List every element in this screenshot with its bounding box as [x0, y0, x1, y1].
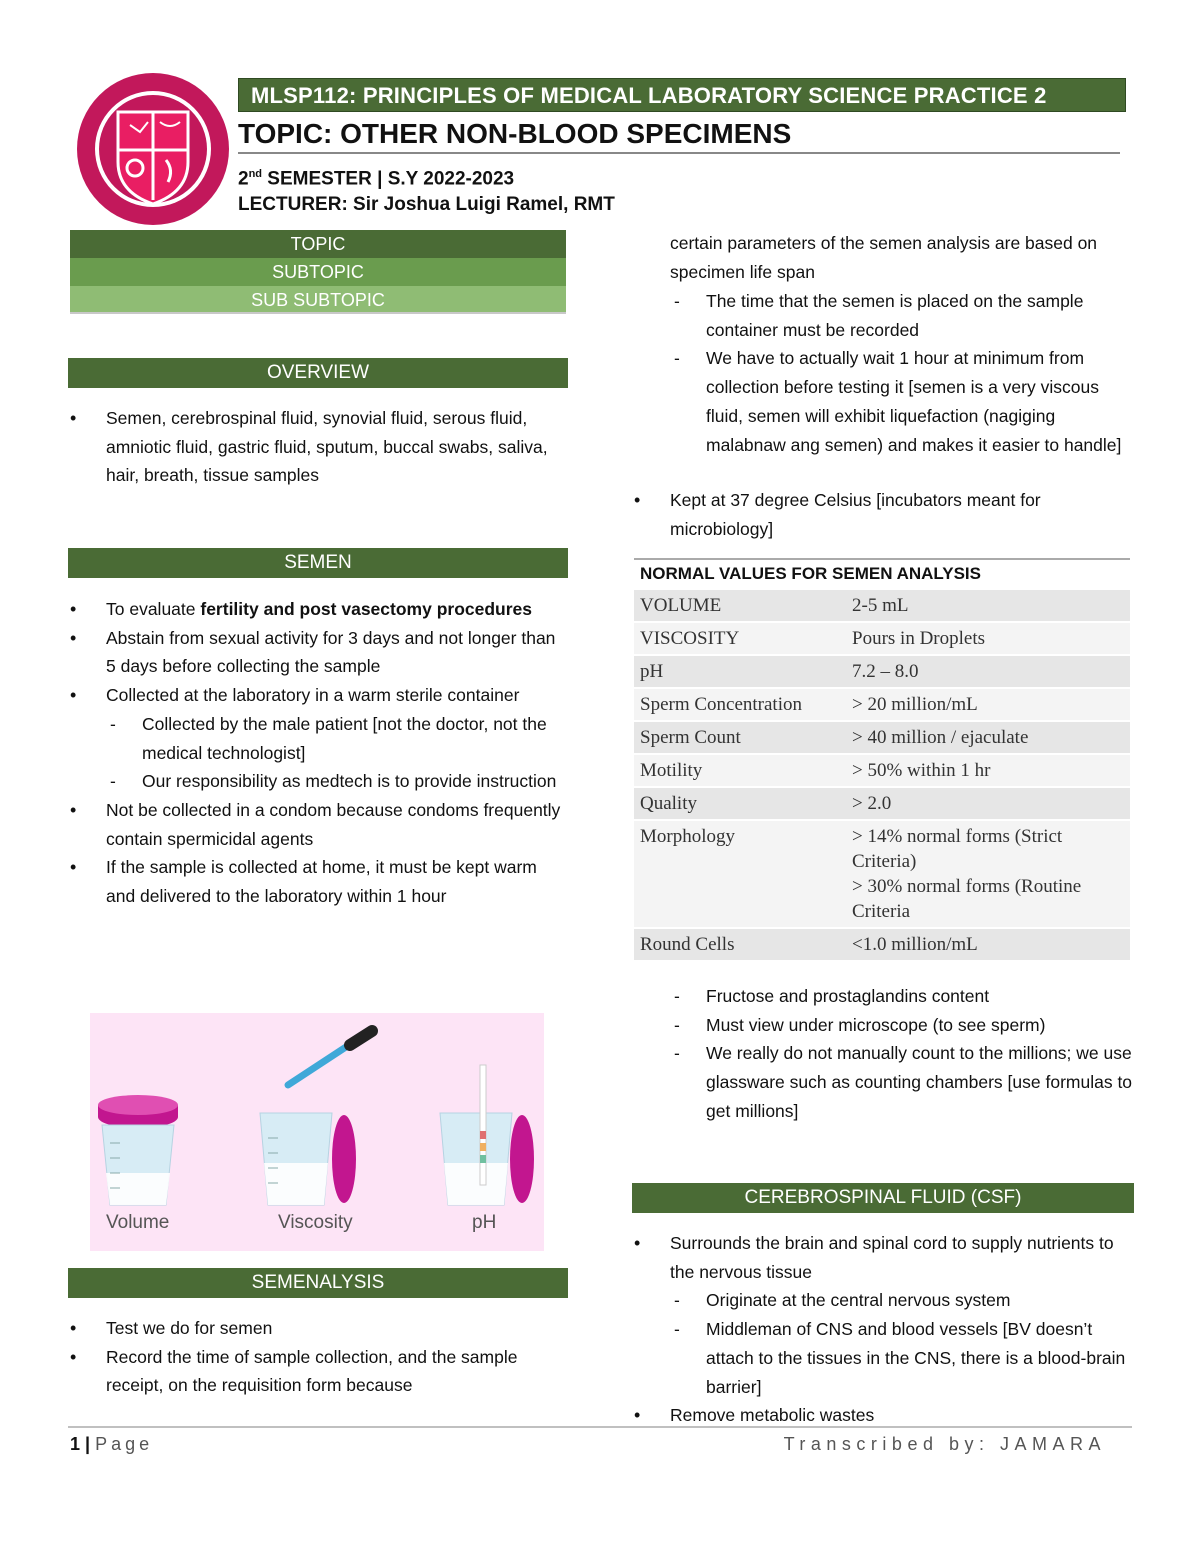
list-item-text: To evaluate — [106, 599, 201, 619]
table-row — [634, 688, 1130, 721]
list-item: • Abstain from sexual activity for 3 days and not longer than 5 days before collecting the sample — [70, 624, 564, 681]
table-cell-value: <1.0 million/mL — [846, 928, 1130, 960]
table-row — [634, 622, 1130, 655]
table-cell-line: > 30% normal forms (Routine Criteria — [852, 876, 1082, 922]
topic-title: TOPIC: OTHER NON-BLOOD SPECIMENS — [238, 118, 792, 149]
list-item — [634, 1229, 1134, 1401]
table-cell-param: Sperm Count — [634, 721, 846, 754]
heading-legend — [70, 230, 566, 314]
table-cell-line: > 14% normal forms (Strict Criteria) — [852, 826, 1063, 872]
lecturer-line: LECTURER: Sir Joshua Luigi Ramel, RMT — [238, 194, 615, 215]
list-item — [70, 595, 564, 624]
sub-list-item: - Fructose and prostaglandins content — [670, 982, 1134, 1011]
table-cell-value: > 50% within 1 hr — [846, 754, 1130, 787]
table-title: NORMAL VALUES FOR SEMEN ANALYSIS — [634, 559, 1130, 589]
page-number — [70, 1432, 153, 1456]
list-item-text: Surrounds the brain and spinal cord to supply nutrients to the nervous tissue — [670, 1233, 1114, 1282]
after-table-sub-list — [670, 982, 1134, 1126]
list-item: • Record the time of sample collection, and the sample receipt, on the requisition form because — [70, 1343, 564, 1400]
overview-heading: OVERVIEW — [68, 358, 568, 388]
page-separator: | — [80, 1434, 96, 1454]
list-item-text: Collected at the laboratory in a warm sterile container — [106, 685, 520, 706]
list-item: • Semen, cerebrospinal fluid, synovial fluid, serous fluid, amniotic fluid, gastric fluid, sputum, buccal swabs, saliva, hair, breath, tissue samples — [70, 404, 564, 490]
sub-list — [670, 1286, 1134, 1401]
list-item: • Remove metabolic wastes — [634, 1401, 1134, 1430]
table-row — [634, 721, 1130, 754]
sub-list-item: - The time that the semen is placed on the sample container must be recorded — [670, 287, 1134, 344]
university-logo — [74, 70, 232, 228]
viscosity-label: Viscosity — [278, 1212, 353, 1233]
semester-suffix: nd — [248, 168, 263, 180]
sub-list-item: - Collected by the male patient [not the doctor, not the medical technologist] — [106, 710, 564, 767]
sub-list-item: - Our responsibility as medtech is to provide instruction — [106, 767, 564, 796]
table-cell-value: Pours in Droplets — [846, 622, 1130, 655]
table-row — [634, 754, 1130, 787]
table-cell-value: 2-5 mL — [846, 589, 1130, 622]
page-word: Page — [95, 1434, 154, 1454]
sub-list-item: - Middleman of CNS and blood vessels [BV doesn’t attach to the tissues in the CNS, there is a blood-brain barrier] — [670, 1315, 1134, 1401]
page-number-value: 1 — [70, 1434, 81, 1454]
csf-list — [634, 1229, 1134, 1430]
storage-list — [634, 486, 1130, 543]
table-row — [634, 589, 1130, 622]
sub-list-item: - Must view under microscope (to see sperm) — [670, 1011, 1134, 1040]
sub-list-item: - We really do not manually count to the millions; we use glassware such as counting chambers [use formulas to get millions] — [670, 1039, 1134, 1125]
table-cell-param: VISCOSITY — [634, 622, 846, 655]
list-item: • Test we do for semen — [70, 1314, 564, 1343]
sub-list-item: - Originate at the central nervous system — [670, 1286, 1134, 1315]
list-item: • Kept at 37 degree Celsius [incubators meant for microbiology] — [634, 486, 1130, 543]
semester-line — [238, 162, 514, 191]
list-item — [70, 681, 564, 796]
table-row — [634, 787, 1130, 820]
transcriber-credit: Transcribed by: JAMARA — [783, 1434, 1106, 1454]
table-cell-param: Motility — [634, 754, 846, 787]
list-item: • Not be collected in a condom because condoms frequently contain spermicidal agents — [70, 796, 564, 853]
ph-label: pH — [472, 1212, 497, 1233]
table-cell-param: Quality — [634, 787, 846, 820]
semen-heading: SEMEN — [68, 548, 568, 578]
csf-heading: CEREBROSPINAL FLUID (CSF) — [632, 1183, 1134, 1213]
table-row — [634, 655, 1130, 688]
continued-sub-list — [670, 287, 1134, 459]
semester-ordinal: 2 — [238, 168, 249, 190]
table-row — [634, 928, 1130, 960]
list-item: • If the sample is collected at home, it must be kept warm and delivered to the laboratory within 1 hour — [70, 853, 564, 910]
table-cell-value: > 40 million / ejaculate — [846, 721, 1130, 754]
footer-divider — [68, 1426, 1132, 1428]
table-cell-param: pH — [634, 655, 846, 688]
overview-list — [70, 404, 564, 490]
semenalysis-list — [70, 1314, 564, 1400]
semester-text: SEMESTER | S.Y 2022-2023 — [262, 168, 515, 190]
list-item-bold: fertility and post vasectomy procedures — [200, 599, 533, 619]
table-cell-value — [846, 820, 1130, 928]
table-cell-value: > 20 million/mL — [846, 688, 1130, 721]
course-title-bar: MLSP112: PRINCIPLES OF MEDICAL LABORATORY SCIENCE PRACTICE 2 — [238, 78, 1126, 112]
table-cell-value: > 2.0 — [846, 787, 1130, 820]
table-cell-param: Morphology — [634, 820, 846, 928]
legend-topic: TOPIC — [70, 230, 566, 258]
table-row — [634, 820, 1130, 928]
semen-normal-values-table — [634, 558, 1130, 960]
legend-subsubtopic: SUB SUBTOPIC — [70, 286, 566, 314]
table-cell-value: 7.2 – 8.0 — [846, 655, 1130, 688]
sub-list-item: - We have to actually wait 1 hour at minimum from collection before testing it [semen is a very viscous fluid, semen will exhibit liquefaction (nagiging malabnaw ang semen) and makes it easier to handle] — [670, 344, 1134, 459]
continued-text: certain parameters of the semen analysis are based on specimen life span — [670, 233, 1098, 282]
sub-list — [106, 710, 564, 796]
semenalysis-heading: SEMENALYSIS — [68, 1268, 568, 1298]
table-cell-param: Sperm Concentration — [634, 688, 846, 721]
legend-subtopic: SUBTOPIC — [70, 258, 566, 286]
title-underline — [238, 152, 1120, 154]
table-cell-param: VOLUME — [634, 589, 846, 622]
semen-list — [70, 595, 564, 911]
table-cell-param: Round Cells — [634, 928, 846, 960]
volume-label: Volume — [106, 1212, 170, 1233]
